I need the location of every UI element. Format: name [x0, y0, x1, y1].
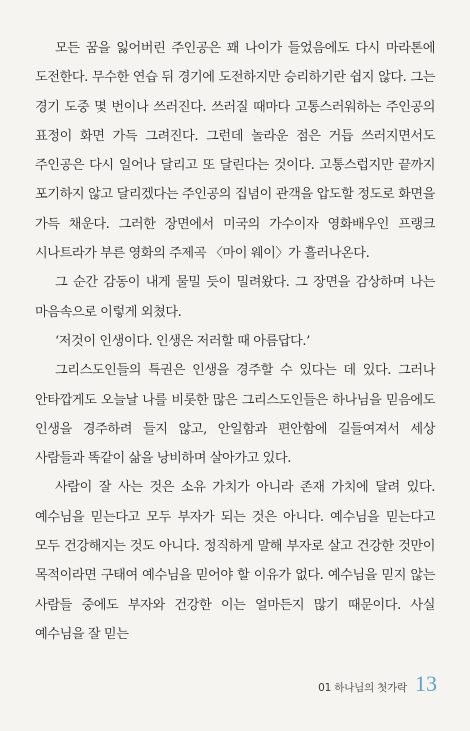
paragraph-3: ‘저것이 인생이다. 인생은 저러할 때 아름답다.’ — [55, 333, 310, 349]
paragraph-2: 그 순간 감동이 내게 물밀 듯이 밀려왔다. 그 장면을 감상하며 나는 마음속으로 이렇게 외쳤다. — [35, 275, 435, 320]
page-number: 13 — [415, 671, 437, 696]
body-text — [35, 34, 435, 649]
section-label: 01 하나님의 첫가락 — [318, 682, 407, 694]
page-footer — [318, 673, 437, 695]
paragraph-4: 그리스도인들의 특권은 인생을 경주할 수 있다는 데 있다. 그러나 안타깝게도 오늘날 나를 비롯한 많은 그리스도인들은 하나님을 믿음에도 인생을 경주하려 들지 않고, 안일함과 편안함에 길들여져서 세상 사람들과 똑같이 삶을 낭비하며 살아가고 있다. — [35, 363, 435, 467]
paragraph-5: 사람이 잘 사는 것은 소유 가치가 아니라 존재 가치에 달려 있다. 예수님을 믿는다고 모두 부자가 되는 것은 아니다. 예수님을 믿는다고 모두 건강해지는 것도 아니다. 정직하게 말해 부자로 살고 건강한 것만이 목적이라면 구태여 예수님을 믿어야 할 이유가 없다. 예수님을 믿지 않는 사람들 중에도 부자와 건강한 이는 얼마든지 많기 때문이다. 사실 예수님을 잘 믿는 — [35, 480, 435, 642]
paragraph-1: 모든 꿈을 잃어버린 주인공은 꽤 나이가 들었음에도 다시 마라톤에 도전한다. 무수한 연습 뒤 경기에 도전하지만 승리하기란 쉽지 않다. 그는 경기 도중 몇 번이나 쓰러진다. 쓰러질 때마다 고통스러워하는 주인공의 표정이 화면 가득 그려진다. 그런데 놀라운 점은 거듭 쓰러지면서도 주인공은 다시 일어나 달리고 또 달린다는 것이다. 고통스럽지만 끝까지 포기하지 않고 달리겠다는 주인공의 집념이 관객을 압도할 정도로 화면을 가득 채운다. 그러한 장면에서 미국의 가수이자 영화배우인 프랭크 시나트라가 부른 영화의 주제곡 〈마이 웨이〉가 흘러나온다. — [35, 41, 435, 262]
